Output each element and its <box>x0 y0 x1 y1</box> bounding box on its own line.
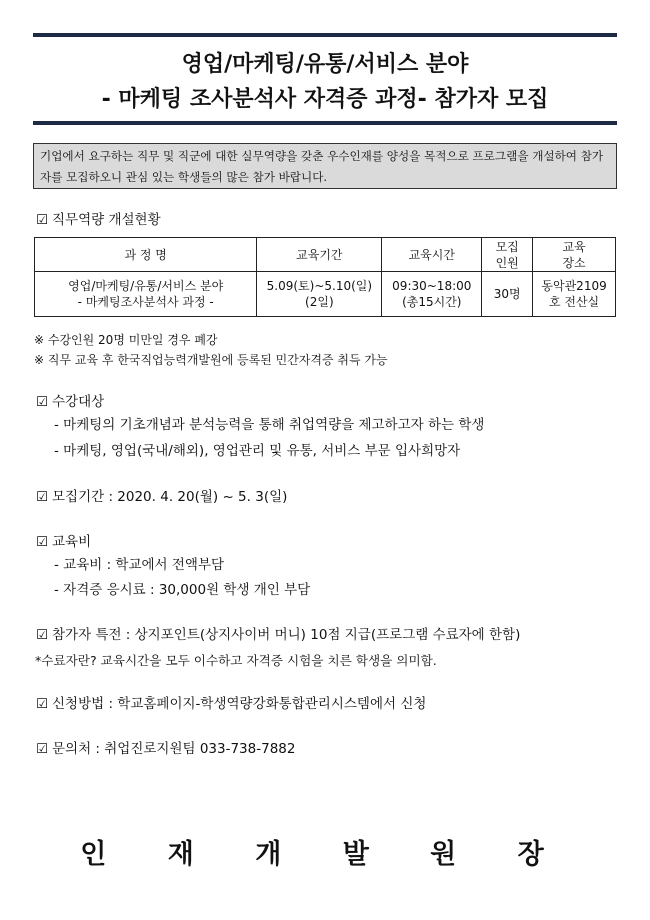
title-bottom-rule <box>33 121 617 125</box>
table-row <box>35 272 616 317</box>
page-title-line1: 영업/마케팅/유통/서비스 분야 <box>181 52 469 77</box>
cell-capacity: 30명 <box>482 272 533 317</box>
fee-item-2: - 자격증 응시료 : 30,000원 학생 개인 부담 <box>54 582 311 598</box>
checkbox-icon: ☑ <box>36 394 49 410</box>
header-time: 교육시간 <box>382 238 482 272</box>
header-period: 교육기간 <box>257 238 382 272</box>
checkbox-icon: ☑ <box>36 627 49 643</box>
checkbox-icon: ☑ <box>36 741 49 757</box>
cell-location: 동악관2109 호 전산실 <box>533 272 616 317</box>
contact-section: ☑ 문의처 : 취업진로지원팀 033-738-7882 <box>36 741 296 757</box>
target-item-2: - 마케팅, 영업(국내/해외), 영업관리 및 유통, 서비스 부문 입사희망자 <box>54 443 461 459</box>
signature-footer: 인 재 개 발 원 장 <box>80 839 570 870</box>
cell-course-name: 영업/마케팅/유통/서비스 분야 - 마케팅조사분석사 과정 - <box>35 272 257 317</box>
status-note-2: ※ 직무 교육 후 한국직업능력개발원에 등록된 민간자격증 취득 가능 <box>34 353 388 367</box>
period-section: ☑ 모집기간 : 2020. 4. 20(월) ~ 5. 3(일) <box>36 489 288 505</box>
fee-section-heading: ☑ 교육비 <box>36 534 92 550</box>
cell-time: 09:30~18:00 (총15시간) <box>382 272 482 317</box>
table-header-row <box>35 238 616 272</box>
target-item-1: - 마케팅의 기초개념과 분석능력을 통해 취업역량을 제고하고자 하는 학생 <box>54 417 485 433</box>
fee-item-1: - 교육비 : 학교에서 전액부담 <box>54 557 225 573</box>
checkbox-icon: ☑ <box>36 212 49 228</box>
top-rule <box>33 33 617 37</box>
target-section-heading: ☑ 수강대상 <box>36 394 105 410</box>
benefit-note: *수료자란? 교육시간을 모두 이수하고 자격증 시험을 치른 학생을 의미함. <box>35 653 437 668</box>
benefit-section: ☑ 참가자 특전 : 상지포인트(상지사이버 머니) 10점 지급(프로그램 수료자에 한함) <box>36 627 521 643</box>
course-table <box>34 237 616 317</box>
status-note-1: ※ 수강인원 20명 미만일 경우 폐강 <box>34 333 218 347</box>
status-section-heading: ☑ 직무역량 개설현황 <box>36 212 161 228</box>
intro-box: 기업에서 요구하는 직무 및 직군에 대한 실무역량을 갖춘 우수인재를 양성을 목적으로 프로그램을 개설하여 참가자를 모집하오니 관심 있는 학생들의 많은 참가 바랍니다. <box>33 143 617 189</box>
header-location: 교육 장소 <box>533 238 616 272</box>
header-course-name: 과 정 명 <box>35 238 257 272</box>
checkbox-icon: ☑ <box>36 489 49 505</box>
checkbox-icon: ☑ <box>36 696 49 712</box>
cell-period: 5.09(토)~5.10(일) (2일) <box>257 272 382 317</box>
apply-section: ☑ 신청방법 : 학교홈페이지-학생역량강화통합관리시스템에서 신청 <box>36 696 427 712</box>
header-capacity: 모집 인원 <box>482 238 533 272</box>
checkbox-icon: ☑ <box>36 534 49 550</box>
page-title-line2: - 마케팅 조사분석사 자격증 과정- 참가자 모집 <box>101 87 549 112</box>
